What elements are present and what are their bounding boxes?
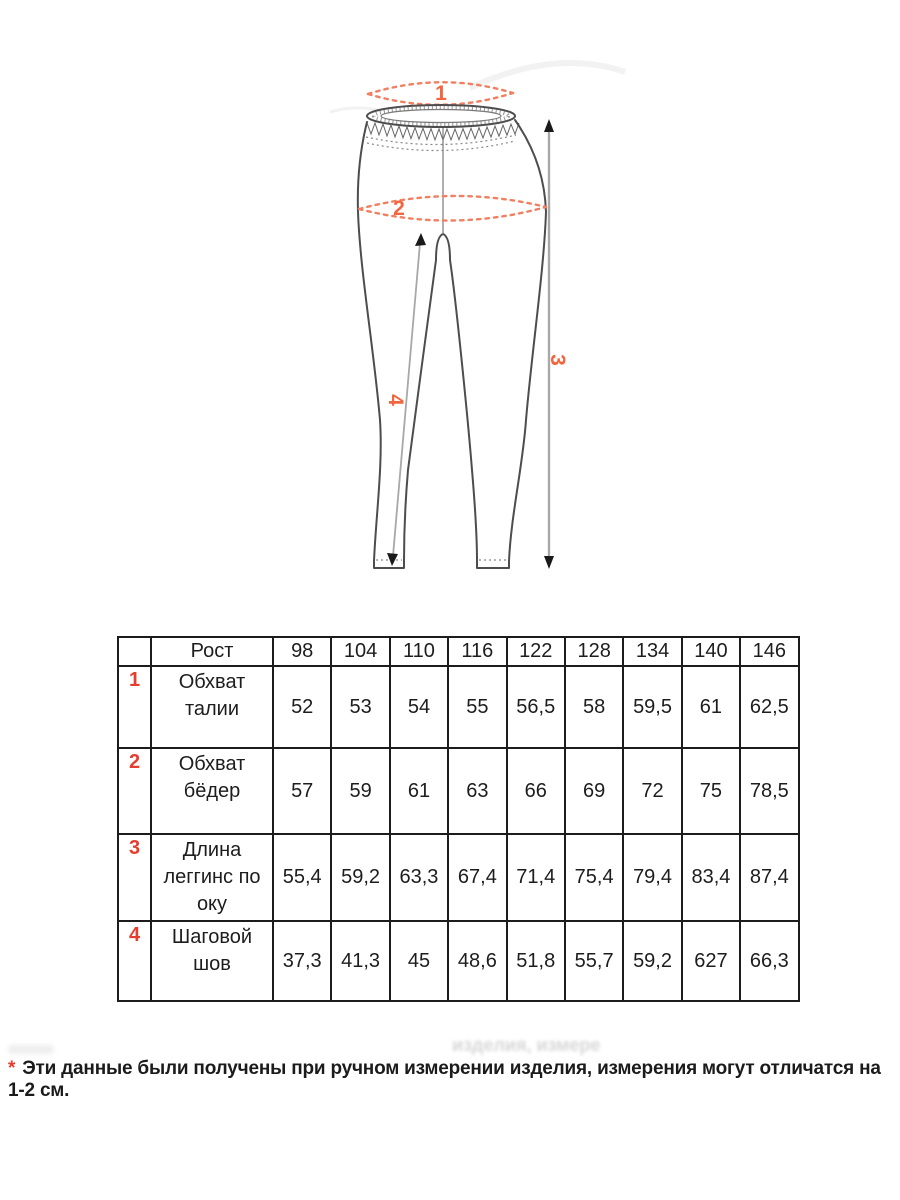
header-size-cell: 134 bbox=[623, 637, 681, 666]
table-row bbox=[118, 748, 799, 834]
table-row bbox=[118, 666, 799, 748]
length-measure-arrow bbox=[544, 119, 554, 569]
value-cell: 37,3 bbox=[273, 921, 331, 1001]
value-cell: 66,3 bbox=[740, 921, 798, 1001]
header-size-cell: 116 bbox=[448, 637, 506, 666]
ghost-smudge bbox=[8, 1045, 54, 1054]
row-number-cell: 2 bbox=[118, 748, 151, 834]
value-cell: 55,4 bbox=[273, 834, 331, 921]
value-cell: 63 bbox=[448, 748, 506, 834]
marker-1-label: 1 bbox=[435, 82, 447, 105]
value-cell: 83,4 bbox=[682, 834, 740, 921]
header-size-cell: 122 bbox=[507, 637, 565, 666]
value-cell: 59,2 bbox=[623, 921, 681, 1001]
value-cell: 78,5 bbox=[740, 748, 798, 834]
value-cell: 59 bbox=[331, 748, 389, 834]
value-cell: 71,4 bbox=[507, 834, 565, 921]
value-cell: 62,5 bbox=[740, 666, 798, 748]
value-cell: 87,4 bbox=[740, 834, 798, 921]
value-cell: 72 bbox=[623, 748, 681, 834]
marker-4-label: 4 bbox=[384, 394, 407, 406]
table-row bbox=[118, 834, 799, 921]
header-rost-cell: Рост bbox=[151, 637, 273, 666]
watermark-smudge bbox=[470, 63, 625, 88]
hip-measure-ellipse bbox=[359, 196, 546, 221]
value-cell: 61 bbox=[390, 748, 448, 834]
row-label-cell: Обхват бёдер bbox=[151, 748, 273, 834]
footnote-text: Эти данные были получены при ручном измерении изделия, измерения могут отличатся на 1-2 см. bbox=[8, 1058, 881, 1101]
value-cell: 58 bbox=[565, 666, 623, 748]
value-cell: 56,5 bbox=[507, 666, 565, 748]
value-cell: 45 bbox=[390, 921, 448, 1001]
header-size-cell: 104 bbox=[331, 637, 389, 666]
size-table bbox=[117, 636, 800, 1002]
value-cell: 79,4 bbox=[623, 834, 681, 921]
value-cell: 66 bbox=[507, 748, 565, 834]
value-cell: 59,2 bbox=[331, 834, 389, 921]
row-number-cell: 3 bbox=[118, 834, 151, 921]
marker-2-label: 2 bbox=[393, 197, 405, 220]
footnote-asterisk: * bbox=[8, 1058, 16, 1079]
leggings-measurement-diagram bbox=[300, 30, 630, 590]
row-number-cell: 4 bbox=[118, 921, 151, 1001]
leggings-outline bbox=[358, 120, 546, 568]
table-row bbox=[118, 921, 799, 1001]
row-label-cell: Длина леггинс по оку bbox=[151, 834, 273, 921]
value-cell: 63,3 bbox=[390, 834, 448, 921]
value-cell: 61 bbox=[682, 666, 740, 748]
footnote bbox=[8, 1058, 896, 1102]
header-size-cell: 146 bbox=[740, 637, 798, 666]
header-size-cell: 110 bbox=[390, 637, 448, 666]
table-header-row bbox=[118, 637, 799, 666]
value-cell: 75,4 bbox=[565, 834, 623, 921]
value-cell: 53 bbox=[331, 666, 389, 748]
header-size-cell: 128 bbox=[565, 637, 623, 666]
row-label-cell: Обхват талии bbox=[151, 666, 273, 748]
value-cell: 41,3 bbox=[331, 921, 389, 1001]
value-cell: 75 bbox=[682, 748, 740, 834]
header-size-cell: 98 bbox=[273, 637, 331, 666]
value-cell: 51,8 bbox=[507, 921, 565, 1001]
value-cell: 69 bbox=[565, 748, 623, 834]
value-cell: 55 bbox=[448, 666, 506, 748]
value-cell: 627 bbox=[682, 921, 740, 1001]
row-label-cell: Шаговой шов bbox=[151, 921, 273, 1001]
marker-3-label: 3 bbox=[546, 354, 569, 366]
value-cell: 55,7 bbox=[565, 921, 623, 1001]
ghost-text: изделия, измере bbox=[452, 1035, 601, 1055]
watermark-smudge bbox=[330, 108, 378, 112]
value-cell: 59,5 bbox=[623, 666, 681, 748]
value-cell: 67,4 bbox=[448, 834, 506, 921]
corner-cell bbox=[118, 637, 151, 666]
header-size-cell: 140 bbox=[682, 637, 740, 666]
value-cell: 54 bbox=[390, 666, 448, 748]
value-cell: 52 bbox=[273, 666, 331, 748]
value-cell: 48,6 bbox=[448, 921, 506, 1001]
row-number-cell: 1 bbox=[118, 666, 151, 748]
value-cell: 57 bbox=[273, 748, 331, 834]
